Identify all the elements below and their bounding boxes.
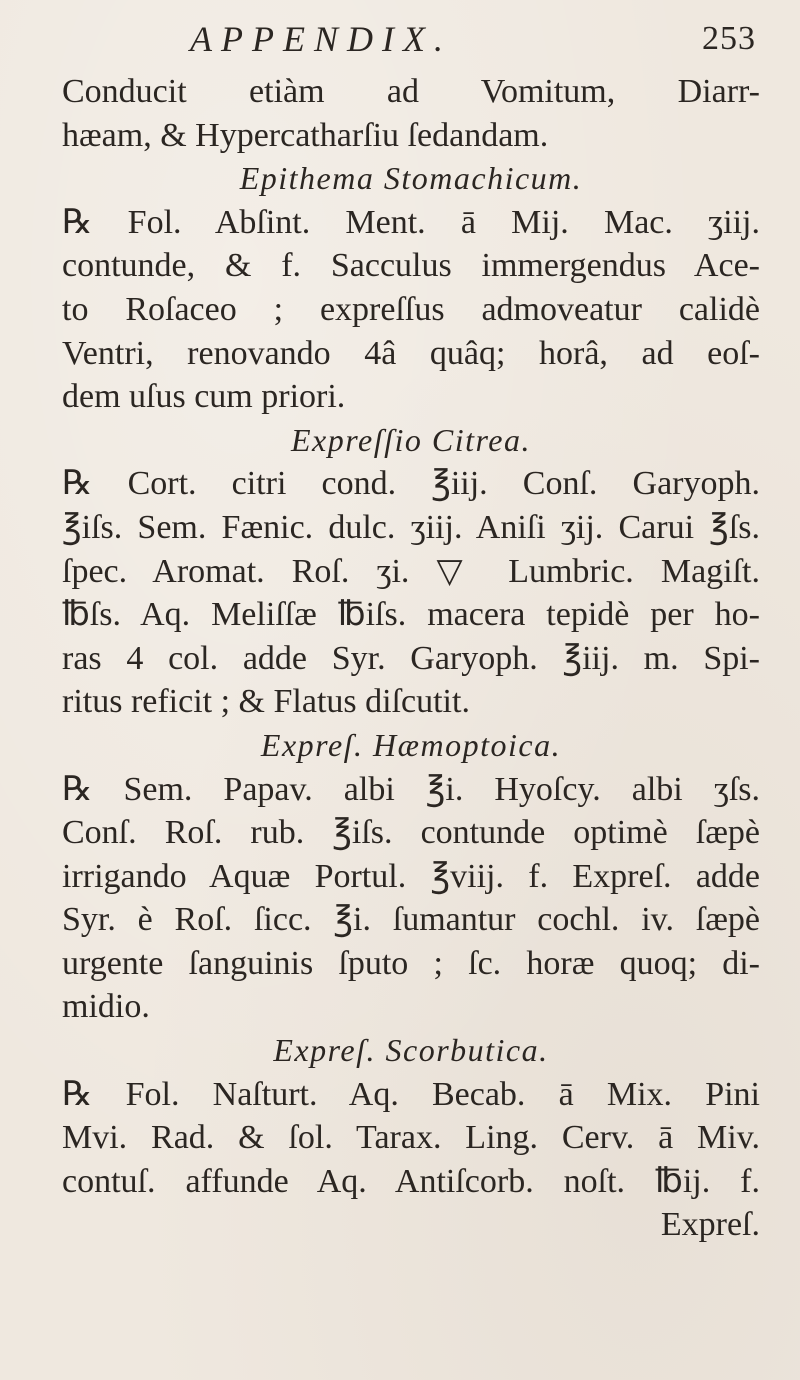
section-heading: Expreſ. Scorbutica. bbox=[273, 1032, 549, 1069]
running-head bbox=[62, 0, 760, 70]
catchword: Expreſ. bbox=[660, 1206, 760, 1244]
section-heading: Expreſſio Citrea. bbox=[291, 421, 531, 458]
text-line: hæam, & Hypercatharſiu ſedandam. bbox=[62, 116, 549, 154]
text-line: ℞ Fol. Naſturt. Aq. Becab. ā Mix. Pini bbox=[62, 1075, 760, 1113]
text-line: ℔ſs. Aq. Meliſſæ ℔iſs. macera tepidè per ho- bbox=[62, 596, 760, 634]
running-title: APPENDIX. bbox=[190, 19, 452, 59]
text-line: Syr. è Roſ. ſicc. ℥i. ſumantur cochl. iv. ſæpè bbox=[62, 901, 760, 939]
text-line: Conſ. Roſ. rub. ℥iſs. contunde optimè ſæpè bbox=[62, 814, 760, 852]
recipe-epithema-stomachicum bbox=[62, 157, 760, 419]
text-line: Conducit etiàm ad Vomitum, Diarr- bbox=[62, 73, 760, 110]
text-line: ras 4 col. adde Syr. Garyoph. ℥iij. m. Spi- bbox=[62, 639, 760, 677]
section-heading: Epithema Stomachicum. bbox=[239, 160, 583, 197]
text-line: contunde, & f. Sacculus immergendus Ace- bbox=[62, 247, 760, 285]
text-line: ℞ Sem. Papav. albi ℥i. Hyoſcy. albi ʒſs. bbox=[62, 770, 760, 808]
text-line: midio. bbox=[62, 988, 150, 1026]
recipe-expres-haemoptoica bbox=[62, 724, 760, 1029]
text-line: Ventri, renovando 4â quâq; horâ, ad eoſ- bbox=[62, 334, 760, 372]
text-line: to Roſaceo ; expreſſus admoveatur calidè bbox=[62, 290, 760, 328]
paragraph-continuation bbox=[62, 70, 760, 157]
section-heading: Expreſ. Hæmoptoica. bbox=[260, 726, 562, 763]
text-line: Mvi. Rad. & ſol. Tarax. Ling. Cerv. ā Miv. bbox=[62, 1119, 760, 1157]
text-line: ℞ Cort. citri cond. ℥iij. Conſ. Garyoph. bbox=[62, 465, 760, 503]
recipe-expres-scorbutica bbox=[62, 1029, 760, 1247]
text-line: ℞ Fol. Abſint. Ment. ā Mij. Mac. ʒiij. bbox=[62, 203, 760, 241]
text-line: irrigando Aquæ Portul. ℥viij. f. Expreſ. adde bbox=[62, 857, 760, 895]
text-line: ℥iſs. Sem. Fænic. dulc. ʒiij. Aniſi ʒij. Carui ℥ſs. bbox=[62, 508, 760, 546]
text-line: dem uſus cum priori. bbox=[62, 378, 346, 416]
text-line: ritus reficit ; & Flatus diſcutit. bbox=[62, 683, 470, 721]
text-line: ſpec. Aromat. Roſ. ʒi. ▽ Lumbric. Magiſt. bbox=[62, 552, 760, 590]
recipe-expressio-citrea bbox=[62, 419, 760, 724]
text-line: urgente ſanguinis ſputo ; ſc. horæ quoq; di- bbox=[62, 944, 760, 982]
text-line: contuſ. affunde Aq. Antiſcorb. noſt. ℔ij. f. bbox=[62, 1162, 760, 1200]
page-number: 253 bbox=[702, 20, 756, 57]
